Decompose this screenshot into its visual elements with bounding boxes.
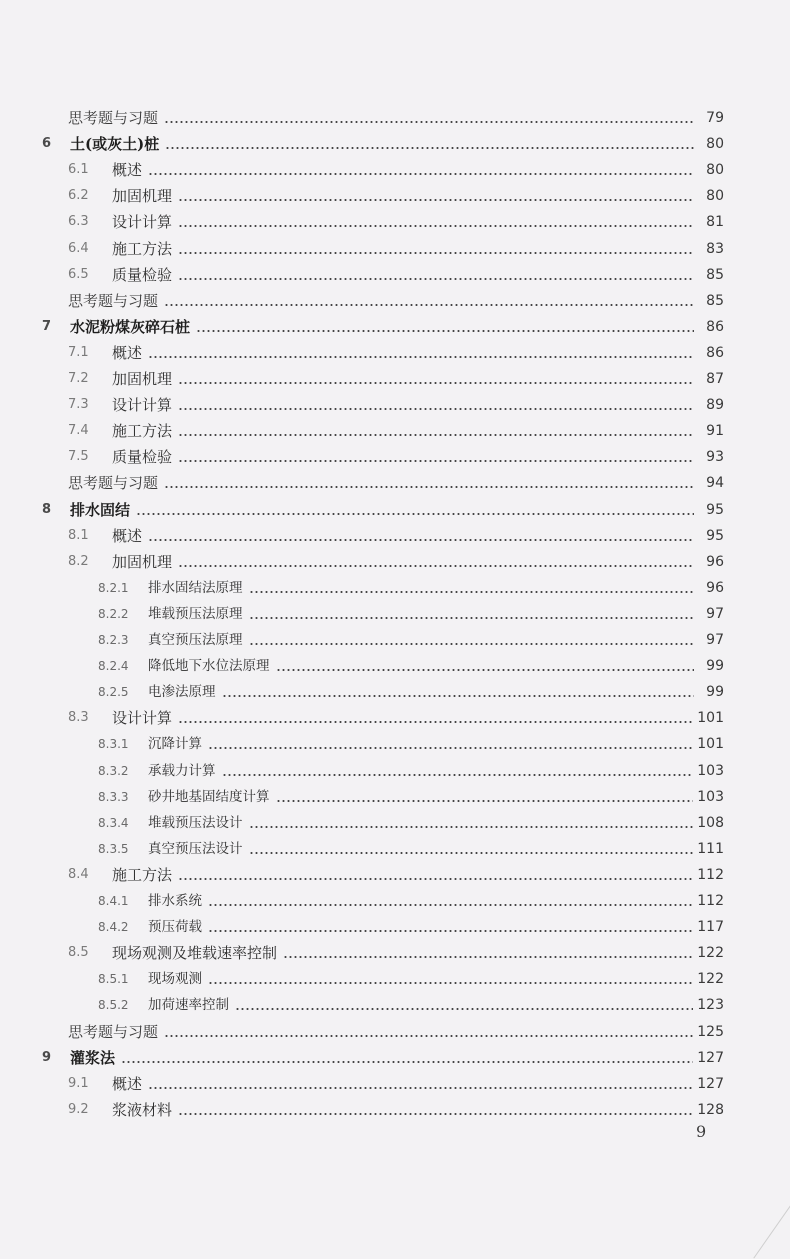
toc-entry-subsection[interactable] <box>98 732 724 756</box>
toc-entry-number: 8.5.1 <box>98 972 129 987</box>
dot-leader <box>249 576 695 600</box>
toc-entry-title: 设计计算 <box>112 396 173 415</box>
toc-entry-page: 94 <box>706 475 724 492</box>
dot-leader <box>178 863 693 887</box>
toc-entry-page: 128 <box>697 1101 724 1118</box>
dot-leader <box>178 706 693 730</box>
dot-leader <box>148 341 694 365</box>
toc-entry-page: 85 <box>706 266 724 283</box>
toc-entry-number: 7.4 <box>68 423 89 439</box>
toc-entry-page: 81 <box>706 214 724 231</box>
toc-entry-number: 8.5 <box>68 945 89 961</box>
toc-entry-number: 8.2.4 <box>98 659 129 674</box>
toc-entry-subsection[interactable] <box>98 811 724 835</box>
toc-entry-page: 86 <box>706 344 724 361</box>
toc-entry-subsection[interactable] <box>98 967 724 991</box>
toc-entry-number: 8.3.1 <box>98 737 129 752</box>
toc-entry-title: 概述 <box>112 526 143 545</box>
dot-leader <box>165 132 694 156</box>
toc-entry-chapter[interactable] <box>42 132 724 156</box>
dot-leader <box>178 210 694 234</box>
dot-leader <box>164 106 694 130</box>
toc-entry-title: 排水固结法原理 <box>148 579 243 596</box>
toc-entry-section[interactable] <box>68 1072 724 1096</box>
dot-leader <box>276 654 695 678</box>
toc-entry-number: 8.2.1 <box>98 580 129 595</box>
toc-entry-title: 思考题与习题 <box>68 109 159 127</box>
toc-entry-section[interactable] <box>68 210 724 234</box>
dot-leader <box>222 759 694 783</box>
toc-entry-title: 思考题与习题 <box>68 474 159 493</box>
toc-entry-page: 99 <box>706 658 724 675</box>
dot-leader <box>208 732 693 756</box>
toc-entry-title: 质量检验 <box>112 448 173 467</box>
toc-entry-title: 浆液材料 <box>112 1100 173 1119</box>
toc-entry-section[interactable] <box>68 184 724 208</box>
toc-entry-number: 7.1 <box>68 344 89 360</box>
toc-entry-chapter[interactable] <box>42 1046 724 1070</box>
dot-leader <box>178 419 694 443</box>
dot-leader <box>249 628 695 652</box>
toc-entry-page: 97 <box>706 605 724 622</box>
toc-entry-section[interactable] <box>68 367 724 391</box>
dot-leader <box>178 237 694 261</box>
toc-entry-number: 7.3 <box>68 397 89 413</box>
toc-entry-title: 概述 <box>112 343 143 362</box>
toc-entry-chapter[interactable] <box>42 498 724 522</box>
toc-entry-page: 101 <box>697 710 724 727</box>
toc-entry-page: 123 <box>697 997 724 1014</box>
toc-entry-page: 80 <box>706 136 724 153</box>
toc-entry-page: 99 <box>706 684 724 701</box>
toc-entry-number: 8.5.2 <box>98 998 129 1013</box>
toc-entry-page: 86 <box>706 318 724 335</box>
toc-entry-number: 8.3.4 <box>98 815 129 830</box>
toc-entry-number: 6.5 <box>68 266 89 282</box>
dot-leader <box>148 524 694 548</box>
toc-entry-number: 8.3 <box>68 710 89 726</box>
toc-entry-title: 砂井地基固结度计算 <box>148 788 270 805</box>
dot-leader <box>178 1098 693 1122</box>
dot-leader <box>164 289 694 313</box>
toc-entry-section[interactable] <box>68 393 724 417</box>
toc-entry-number: 8.3.2 <box>98 763 129 778</box>
toc-entry-subsection[interactable] <box>98 915 724 939</box>
toc-entry-number: 8 <box>42 501 52 517</box>
toc-entry-page: 101 <box>697 736 724 753</box>
toc-entry-section[interactable] <box>68 237 724 261</box>
dot-leader <box>249 837 694 861</box>
toc-entry-page: 89 <box>706 397 724 414</box>
toc-entry-title: 设计计算 <box>112 709 173 728</box>
toc-entry-number: 8.2 <box>68 553 89 569</box>
toc-entry-title: 加固机理 <box>112 370 173 388</box>
toc-entry-page: 103 <box>697 788 724 805</box>
toc-entry-subsection[interactable] <box>98 759 724 783</box>
toc-entry-number: 8.4.2 <box>98 920 129 935</box>
toc-entry-page: 96 <box>706 579 724 596</box>
toc-entry-page: 127 <box>697 1049 724 1066</box>
toc-entry-number: 6 <box>42 136 52 152</box>
dot-leader <box>164 471 694 495</box>
toc-entry-title: 现场观测及堆载速率控制 <box>112 944 278 963</box>
dot-leader <box>222 680 695 704</box>
toc-entry-title: 承载力计算 <box>148 762 216 779</box>
dot-leader <box>178 550 694 574</box>
toc-entry-number: 8.1 <box>68 527 89 543</box>
toc-entry-number: 6.2 <box>68 188 89 204</box>
toc-entry-number: 9.2 <box>68 1101 89 1117</box>
toc-entry-number: 8.2.5 <box>98 685 129 700</box>
toc-entry-subsection[interactable] <box>98 576 724 600</box>
toc-entry-title: 施工方法 <box>112 422 173 441</box>
toc-entry-section[interactable] <box>68 341 724 365</box>
toc-entry-section[interactable] <box>68 524 724 548</box>
toc-entry-title: 施工方法 <box>112 239 173 258</box>
dot-leader <box>283 941 693 965</box>
toc-entry-section[interactable] <box>68 706 724 730</box>
toc-entry-title: 现场观测 <box>148 971 202 988</box>
toc-entry-title: 施工方法 <box>112 865 173 884</box>
toc-entry-title: 堆载预压法设计 <box>148 814 243 831</box>
dot-leader <box>208 915 693 939</box>
toc-entry-subsection[interactable] <box>98 628 724 652</box>
toc-entry-page: 93 <box>706 449 724 466</box>
dot-leader <box>178 367 694 391</box>
toc-entry-page: 122 <box>697 945 724 962</box>
toc-entry-page: 103 <box>697 762 724 779</box>
toc-entry-section[interactable] <box>68 863 724 887</box>
dot-leader <box>196 315 694 339</box>
toc-entry-number: 8.4 <box>68 866 89 882</box>
dot-leader <box>249 602 695 626</box>
toc-entry-title: 预压荷载 <box>148 919 202 936</box>
dot-leader <box>208 967 693 991</box>
dot-leader <box>148 158 694 182</box>
dot-leader <box>178 184 694 208</box>
toc-entry-title: 排水系统 <box>148 893 202 909</box>
dot-leader <box>148 1072 693 1096</box>
toc-entry-number: 8.2.2 <box>98 606 129 621</box>
toc-entry-number: 7 <box>42 318 52 334</box>
dot-leader <box>249 811 694 835</box>
toc-entry-page: 97 <box>706 632 724 648</box>
toc-entry-section[interactable] <box>68 263 724 287</box>
toc-entry-subsection[interactable] <box>98 680 724 704</box>
toc-entry-page: 125 <box>697 1023 724 1040</box>
toc-entry-title: 加固机理 <box>112 187 173 206</box>
toc-entry-title: 真空预压法原理 <box>148 632 243 648</box>
page-corner-edge <box>753 1192 790 1258</box>
toc-entry-misc[interactable] <box>68 1020 724 1044</box>
toc-entry-section[interactable] <box>68 550 724 574</box>
page-number: 9 <box>696 1122 707 1141</box>
toc-entry-number: 8.4.1 <box>98 894 129 908</box>
toc-entry-subsection[interactable] <box>98 993 724 1017</box>
toc-entry-misc[interactable] <box>68 106 724 130</box>
toc-entry-misc[interactable] <box>68 289 724 313</box>
toc-entry-section[interactable] <box>68 445 724 469</box>
toc-entry-misc[interactable] <box>68 471 724 495</box>
toc-entry-page: 91 <box>706 423 724 440</box>
toc-entry-title: 概述 <box>112 1074 143 1093</box>
toc-entry-title: 土(或灰土)桩 <box>70 135 160 154</box>
dot-leader <box>276 785 694 809</box>
toc-entry-page: 117 <box>697 919 724 936</box>
toc-entry-title: 水泥粉煤灰碎石桩 <box>70 317 191 336</box>
toc-entry-number: 9.1 <box>68 1075 89 1091</box>
toc-entry-number: 7.2 <box>68 371 89 386</box>
toc-entry-number: 6.1 <box>68 162 89 178</box>
toc-entry-number: 9 <box>42 1049 52 1065</box>
toc-entry-title: 思考题与习题 <box>68 291 159 310</box>
toc-entry-title: 排水固结 <box>70 500 131 519</box>
toc-entry-section[interactable] <box>68 419 724 443</box>
toc-entry-number: 8.2.3 <box>98 633 129 647</box>
toc-entry-section[interactable] <box>68 158 724 182</box>
toc-entry-title: 设计计算 <box>112 213 173 232</box>
toc-entry-title: 加固机理 <box>112 552 173 571</box>
toc-entry-subsection[interactable] <box>98 602 724 626</box>
toc-entry-title: 加荷速率控制 <box>148 997 229 1014</box>
toc-entry-title: 降低地下水位法原理 <box>148 658 270 675</box>
toc-entry-page: 127 <box>697 1075 724 1092</box>
toc-entry-number: 8.3.3 <box>98 789 129 804</box>
toc-entry-page: 111 <box>697 840 724 857</box>
toc-entry-page: 83 <box>706 240 724 257</box>
dot-leader <box>178 393 694 417</box>
toc-entry-number: 7.5 <box>68 449 89 465</box>
toc-entry-page: 122 <box>697 971 724 988</box>
toc-entry-title: 概述 <box>112 161 143 180</box>
toc-entry-title: 思考题与习题 <box>68 1022 159 1041</box>
toc-entry-page: 79 <box>706 110 724 126</box>
toc-entry-page: 112 <box>697 866 724 883</box>
toc-entry-section[interactable] <box>68 941 724 965</box>
toc-entry-subsection[interactable] <box>98 837 724 861</box>
toc-entry-subsection[interactable] <box>98 654 724 678</box>
toc-entry-subsection[interactable] <box>98 785 724 809</box>
toc-entry-page: 112 <box>697 893 724 909</box>
dot-leader <box>178 263 694 287</box>
dot-leader <box>136 498 694 522</box>
toc-entry-section[interactable] <box>68 1098 724 1122</box>
dot-leader <box>178 445 694 469</box>
toc-entry-page: 80 <box>706 188 724 205</box>
toc-entry-title: 沉降计算 <box>148 736 202 753</box>
dot-leader <box>164 1020 693 1044</box>
toc-entry-title: 真空预压法设计 <box>148 840 243 857</box>
toc-entry-title: 电渗法原理 <box>148 684 216 701</box>
toc-entry-page: 108 <box>697 814 724 831</box>
toc-entry-page: 85 <box>706 292 724 309</box>
toc-entry-page: 95 <box>706 527 724 544</box>
toc-entry-title: 灌浆法 <box>70 1048 116 1067</box>
toc-entry-number: 8.3.5 <box>98 841 129 856</box>
dot-leader <box>121 1046 693 1070</box>
toc-entry-chapter[interactable] <box>42 315 724 339</box>
toc-entry-title: 堆载预压法原理 <box>148 605 243 622</box>
dot-leader <box>208 889 693 913</box>
toc-entry-number: 6.3 <box>68 214 89 230</box>
dot-leader <box>235 993 693 1017</box>
toc-entry-title: 质量检验 <box>112 265 173 284</box>
toc-entry-page: 96 <box>706 553 724 570</box>
toc-entry-subsection[interactable] <box>98 889 724 913</box>
toc-entry-page: 95 <box>706 501 724 518</box>
toc-entry-number: 6.4 <box>68 240 89 256</box>
toc-entry-page: 80 <box>706 162 724 179</box>
toc-entry-page: 87 <box>706 371 724 387</box>
